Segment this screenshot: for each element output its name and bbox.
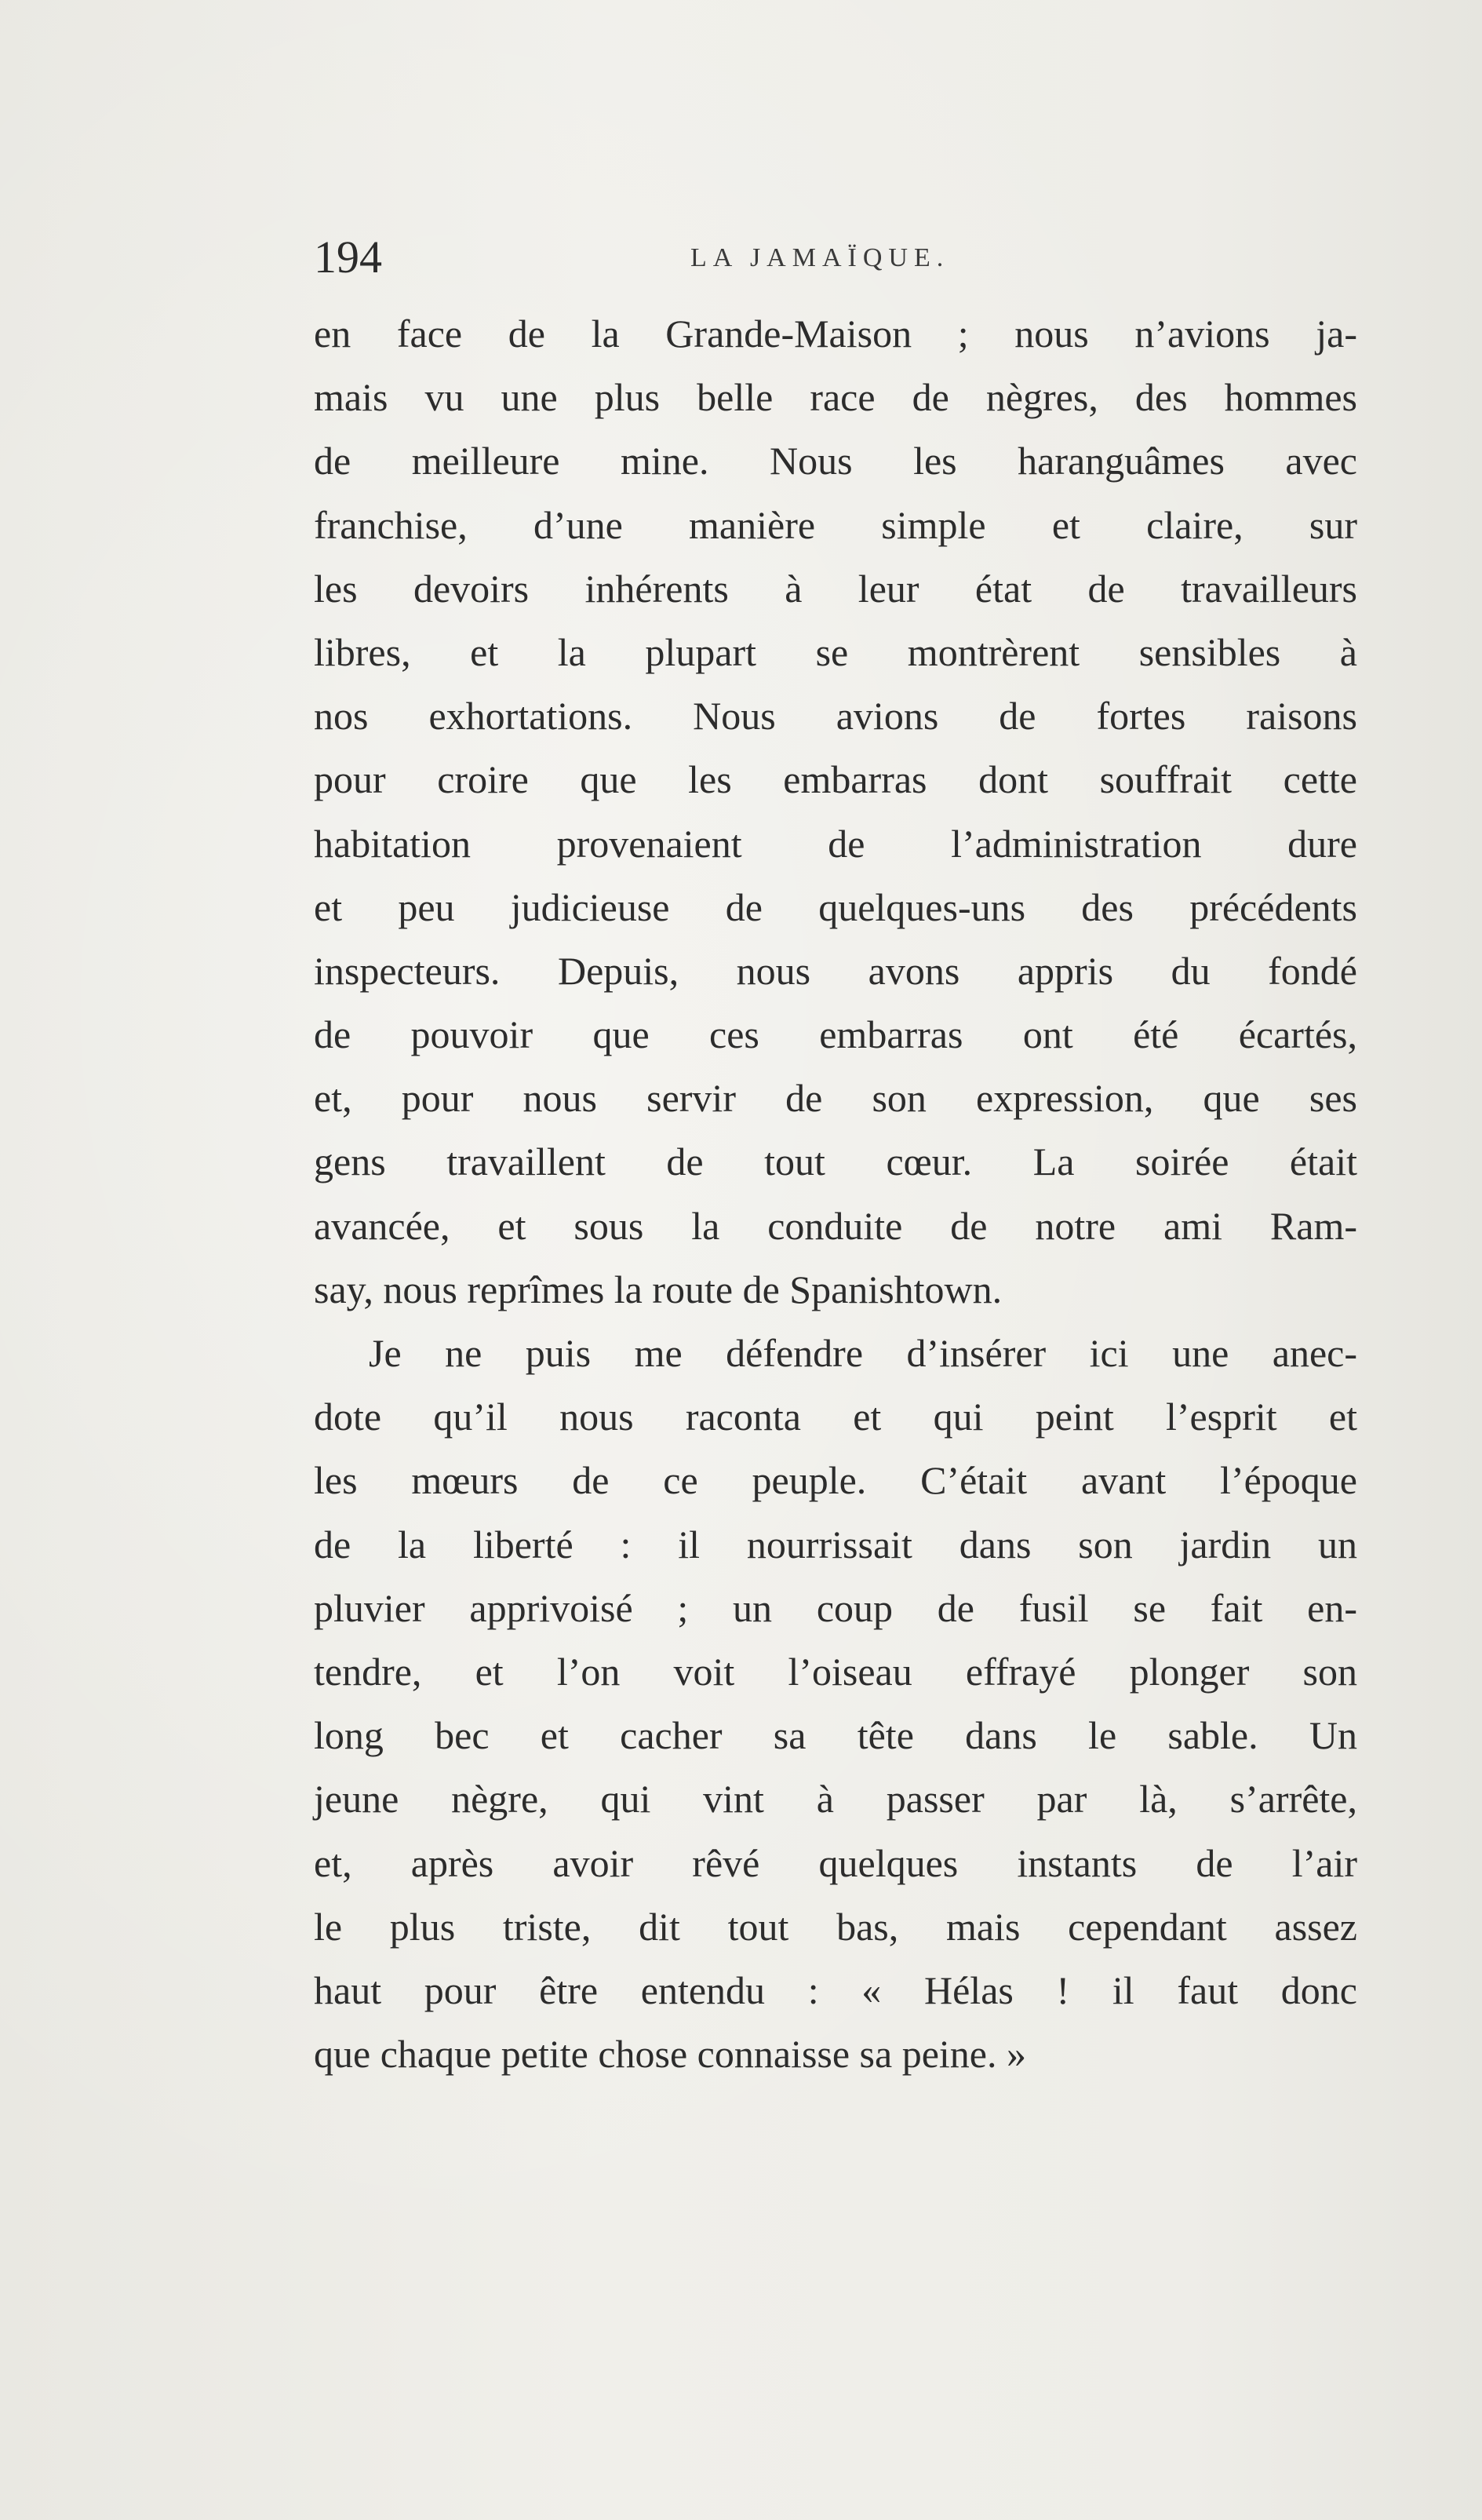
- text-line: haut pour être entendu : « Hélas ! il faut donc: [314, 1967, 1357, 2012]
- text-line: les devoirs inhérents à leur état de travailleurs: [314, 566, 1357, 611]
- text-line: de meilleure mine. Nous les haranguâmes avec: [314, 439, 1357, 483]
- text-line: franchise, d’une manière simple et claire, sur: [314, 502, 1357, 547]
- text-line: gens travaillent de tout cœur. La soirée était: [314, 1140, 1357, 1184]
- text-line: inspecteurs. Depuis, nous avons appris du fondé: [314, 948, 1357, 993]
- text-line: nos exhortations. Nous avions de fortes raisons: [314, 694, 1357, 738]
- text-line: et, pour nous servir de son expression, que ses: [314, 1076, 1357, 1121]
- text-line: le plus triste, dit tout bas, mais cependant assez: [314, 1904, 1357, 1949]
- running-title: LA JAMAÏQUE.: [690, 243, 950, 272]
- page-number: 194: [314, 232, 382, 283]
- text-line: long bec et cacher sa tête dans le sable. Un: [314, 1713, 1357, 1758]
- text-line: pluvier apprivoisé ; un coup de fusil se fait en-: [314, 1585, 1357, 1630]
- text-line: avancée, et sous la conduite de notre ami Ram-: [314, 1203, 1357, 1248]
- body-text: [314, 302, 1357, 2086]
- text-line: libres, et la plupart se montrèrent sensibles à: [314, 629, 1357, 674]
- text-line: que chaque petite chose connaisse sa peine. »: [314, 2032, 1026, 2077]
- text-line: de pouvoir que ces embarras ont été écartés,: [314, 1012, 1357, 1057]
- text-line: dote qu’il nous raconta et qui peint l’esprit et: [314, 1395, 1357, 1439]
- page-header: [314, 226, 1342, 289]
- text-line: pour croire que les embarras dont souffrait cette: [314, 757, 1357, 802]
- text-line: jeune nègre, qui vint à passer par là, s’arrête,: [314, 1777, 1357, 1822]
- text-line: en face de la Grande-Maison ; nous n’avions ja-: [314, 312, 1357, 356]
- text-line: Je ne puis me défendre d’insérer ici une anec-: [369, 1331, 1357, 1375]
- text-line: les mœurs de ce peuple. C’était avant l’époque: [314, 1458, 1357, 1503]
- text-line: de la liberté : il nourrissait dans son jardin un: [314, 1522, 1357, 1566]
- text-line: mais vu une plus belle race de nègres, des hommes: [314, 375, 1357, 420]
- text-line: et, après avoir rêvé quelques instants de l’air: [314, 1840, 1357, 1885]
- text-line: et peu judicieuse de quelques-uns des précédents: [314, 884, 1357, 929]
- text-line: tendre, et l’on voit l’oiseau effrayé plonger son: [314, 1649, 1357, 1694]
- text-line: habitation provenaient de l’administration dure: [314, 821, 1357, 866]
- text-line: say, nous reprîmes la route de Spanishtown.: [314, 1267, 1003, 1311]
